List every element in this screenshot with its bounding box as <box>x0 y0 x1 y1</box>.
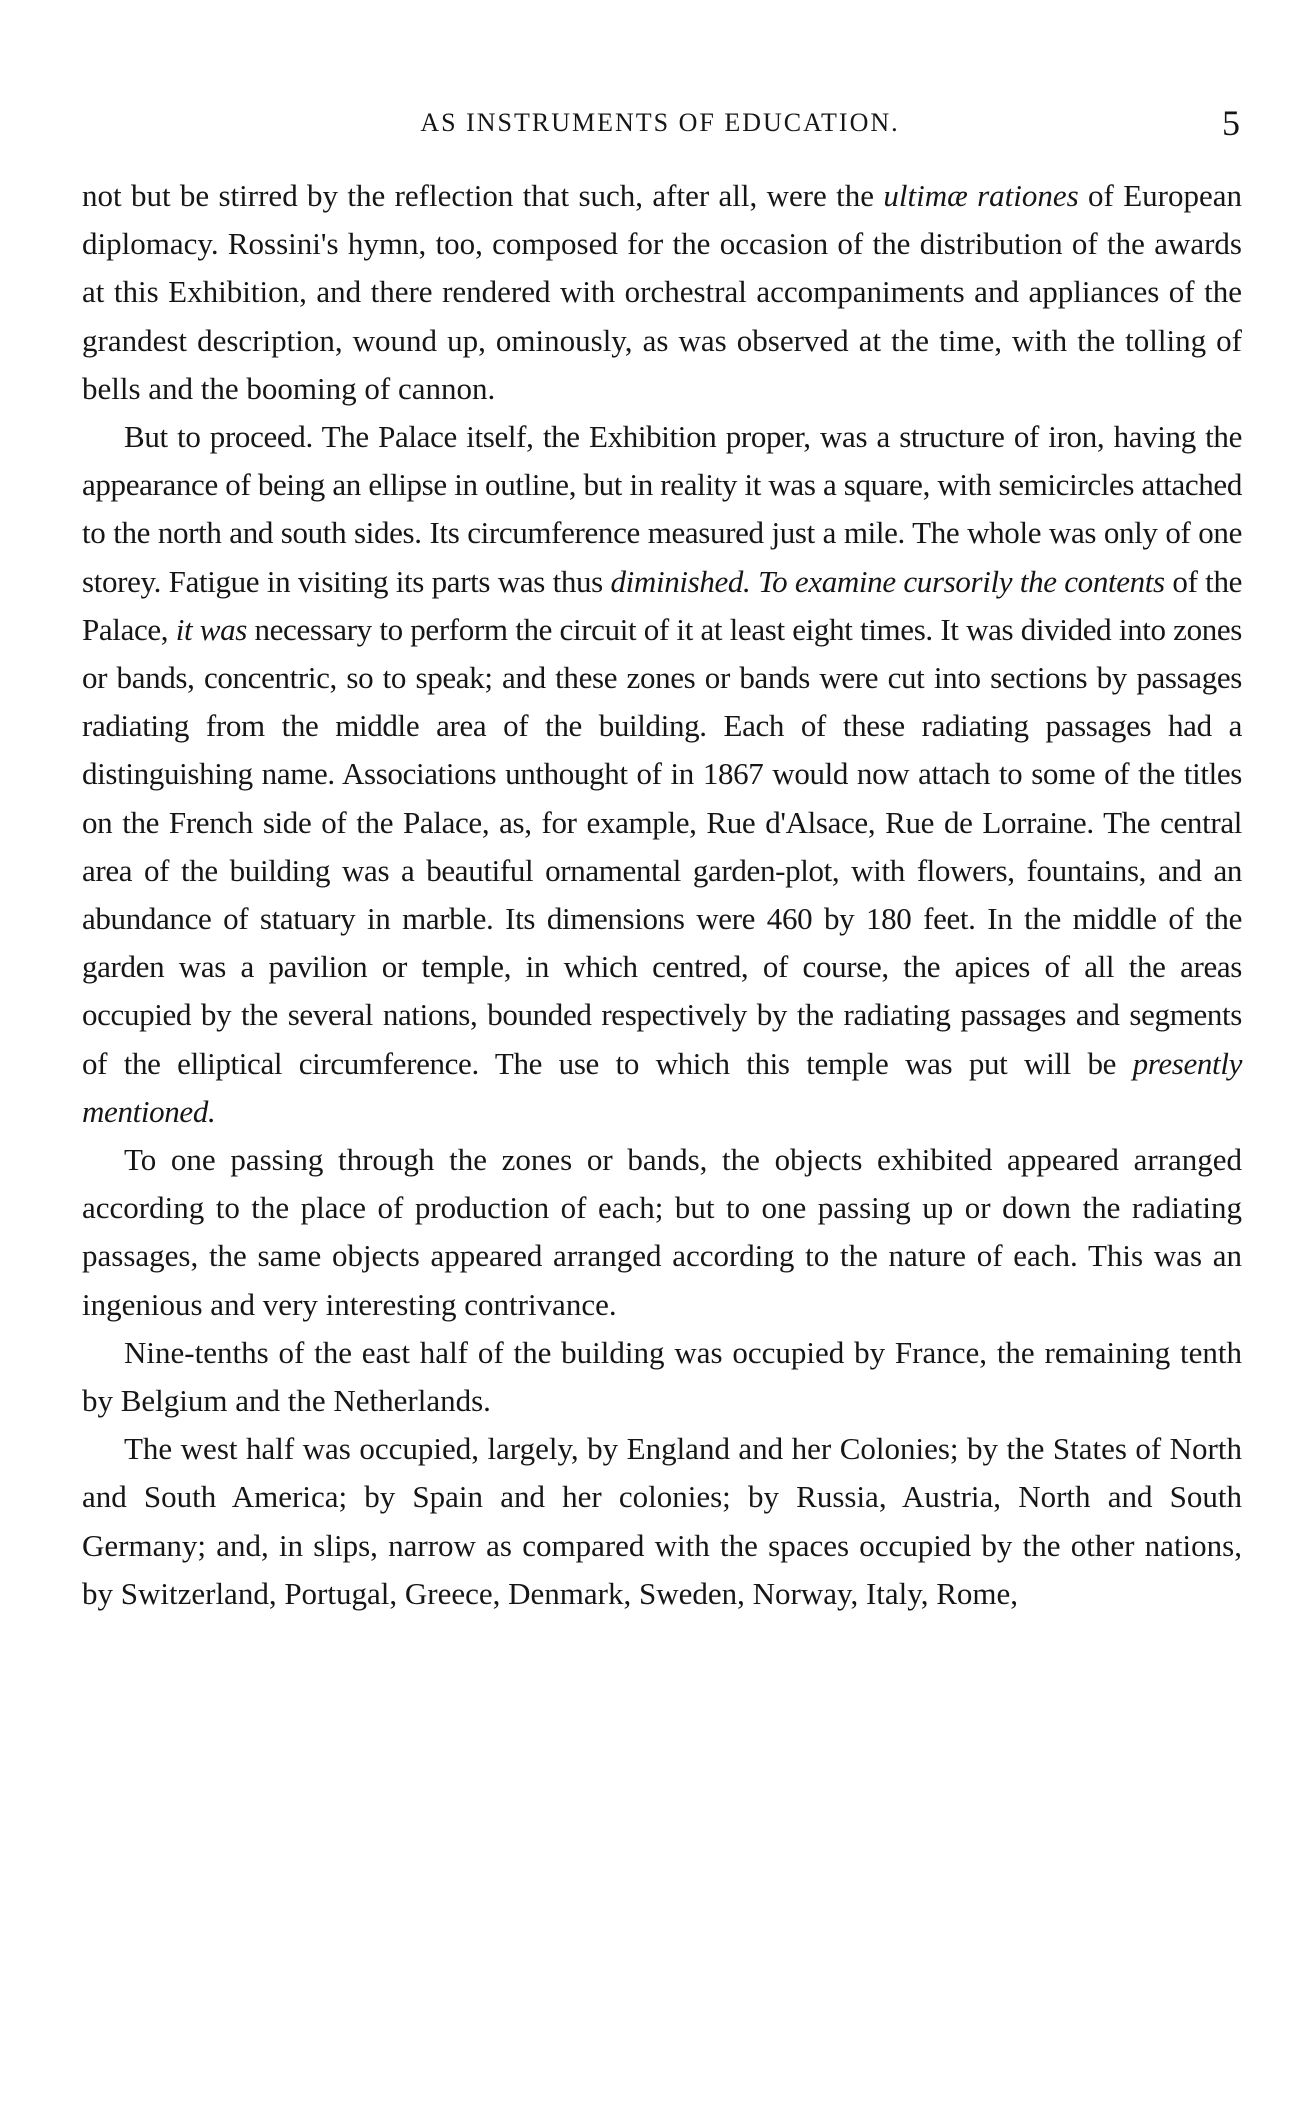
paragraph-2 <box>82 413 1242 1136</box>
paragraph-2-italic-b: diminished. To examine cursorily the contents <box>610 563 1165 599</box>
paragraph-1-italic-phrase: ultimæ rationes <box>883 178 1079 213</box>
paragraph-5: The west half was occupied, largely, by England and her Colonies; by the States of North and South America; by Spain and her colonies; by Russia, Austria, North and South Germany; and, in slips, narrow as compared with the spaces occupied by the other nations, by Switzerland, Portugal, Greece, Denmark, Sweden, Norway, Italy, Rome, <box>82 1431 1242 1611</box>
body-text <box>82 172 1242 1618</box>
paragraph-3: To one passing through the zones or bands, the objects exhibited appeared arranged according to the place of production of each; but to one passing up or down the radiating passages, the same objects appeared arranged according to the nature of each. This was an ingenious and very interesting contrivance. <box>82 1142 1242 1322</box>
paragraph-1-text-c: of European diplomacy. Rossini's hymn, too, composed for the occasion of the distribution of the awards at this Exhibition, and there rendered with orchestral accompaniments and appliances of the grandest description, wound up, ominously, as was observed at the time, with the tolling of bells and the booming of cannon. <box>82 178 1242 406</box>
paragraph-1 <box>82 172 1242 413</box>
paragraph-4: Nine-tenths of the east half of the building was occupied by France, the remaining tenth by Belgium and the Netherlands. <box>82 1334 1242 1419</box>
paragraph-2-text-a: But to proceed. The Palace itself, the Exhibition proper, was a structure of iron, having the appearance of being an ellipse in outline, but in reality it was a square, with semicircles attached to the north and south sides. Its circumference measured just a mile. The whole was only of one storey. Fatigue in visiting its parts was thus <box>82 419 1242 599</box>
page-header <box>80 103 1240 148</box>
paragraph-2-text-e: necessary to perform the circuit of it at least eight times. It was divided into zones or bands, concentric, so to speak; and these zones or bands were cut into sections by passages radiating from the middle area of the building. Each of these radiating passages had a distinguishing name. Associations unthought of in 1867 would now attach to some of the titles on the French side of the Palace, as, for example, Rue d'Alsace, Rue de Lorraine. The central area of the building was a beautiful ornamental garden-plot, with flowers, fountains, and an abundance of statuary in marble. Its dimensions were 460 by 180 feet. In the middle of the garden was a pavilion or temple, in which centred, of course, the apices of all the areas occupied by the several nations, bounded respectively by the radiating passages and segments of the elliptical circumference. The use to which this temple was put will be <box>82 611 1242 1081</box>
paragraph-2-italic-d: it was <box>175 611 247 647</box>
paragraph-1-text-a: not but be stirred by the reflection that such, after all, were the <box>82 178 884 213</box>
paragraph-2-italic-f: presently mentioned. <box>82 1045 1242 1129</box>
running-head: AS INSTRUMENTS OF EDUCATION. <box>420 108 900 137</box>
paragraph-2-text-c: of the Palace, <box>82 563 1242 647</box>
page-number: 5 <box>1222 103 1240 143</box>
